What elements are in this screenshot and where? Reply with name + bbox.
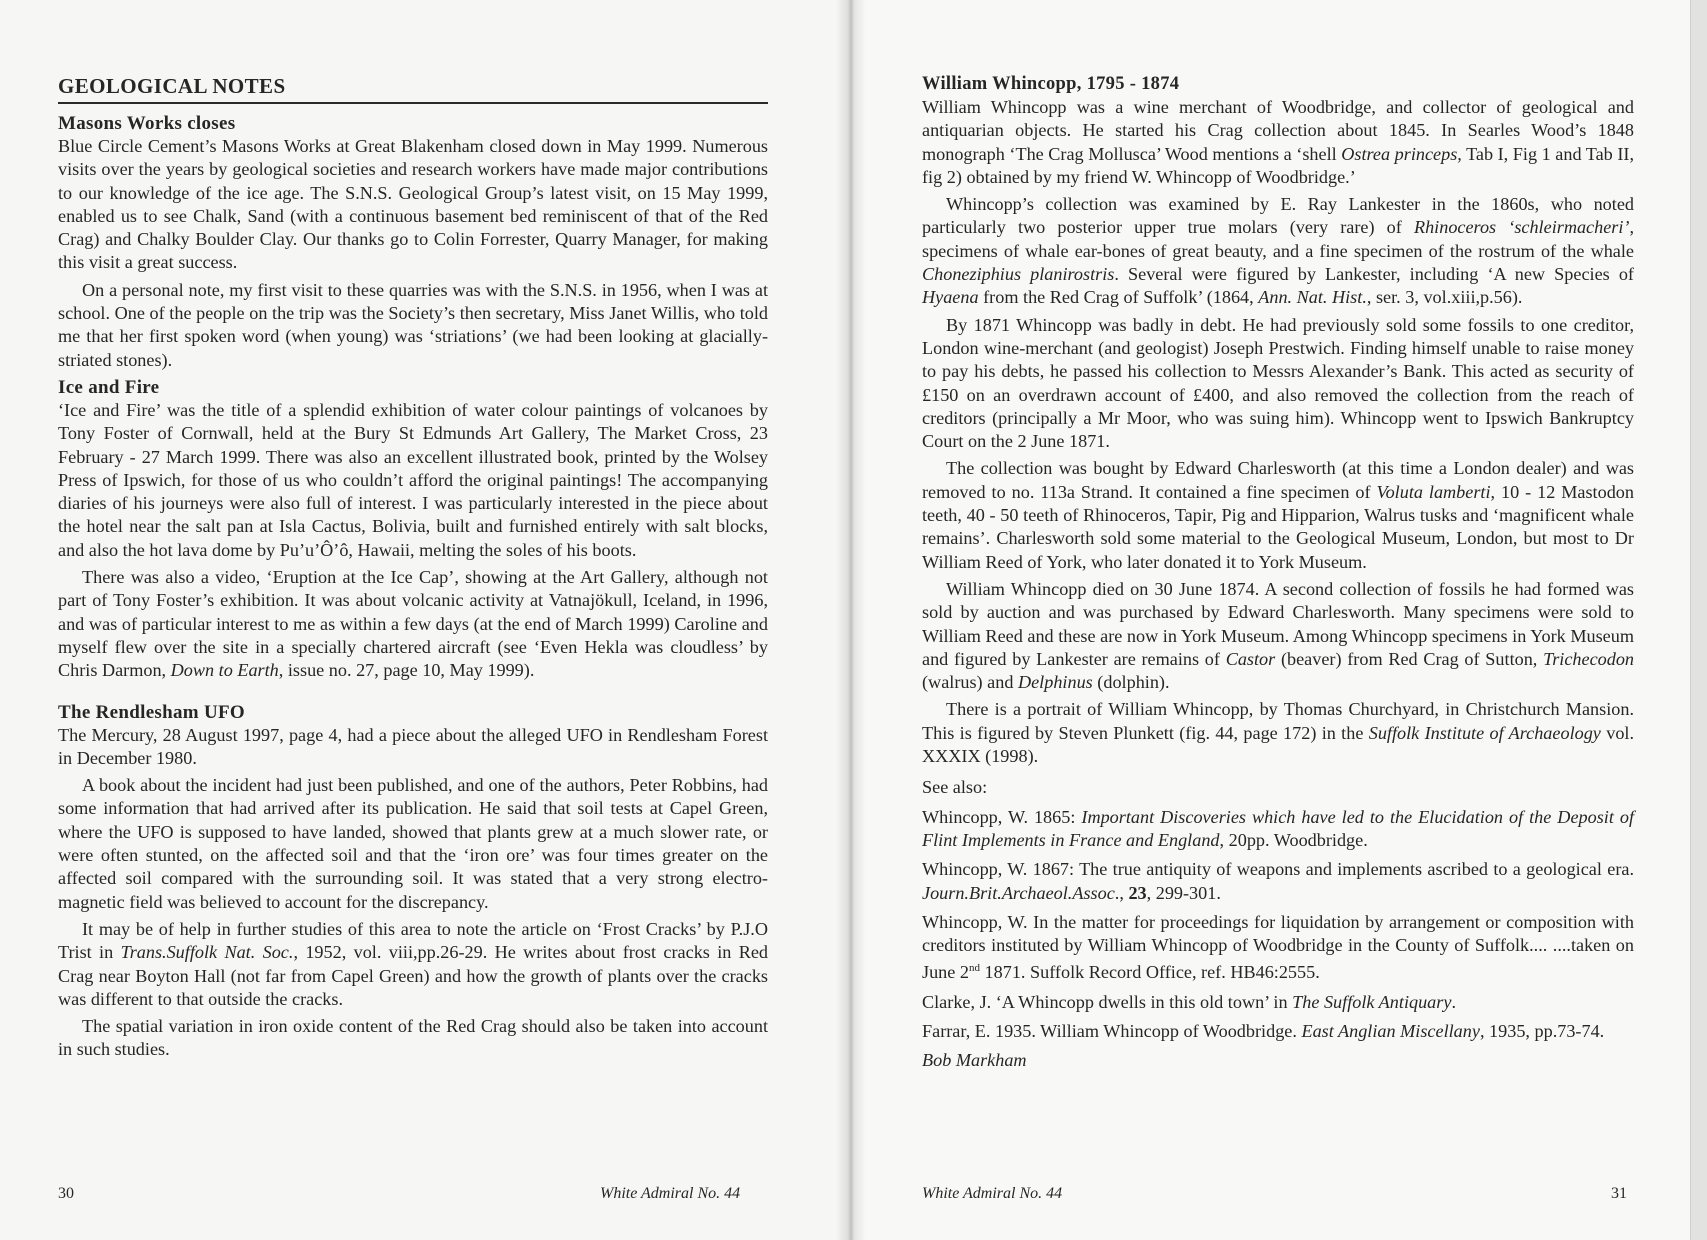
section-title: GEOLOGICAL NOTES [58,74,768,104]
running-footer: White Admiral No. 44 [600,1185,741,1202]
reference: Farrar, E. 1935. William Whincopp of Woodbridge. East Anglian Miscellany, 1935, pp.73-74. [922,1021,1605,1042]
running-footer: White Admiral No. 44 [922,1185,1063,1202]
paragraph: The collection was bought by Edward Charlesworth (at this time a London dealer) and was removed to no. 113a Strand. It contained a fine specimen of Voluta lamberti, 10 - 12 Mastodon teeth, 40 - 50 teeth of Rhinoceros, Tapir, Pig and Hipparion, Walrus tusks and ‘magnificent whale remains’. Charlesworth sold some material to the Geological Museum, London, but most to Dr William Reed of York, who later donated it to York Museum. [922,458,1634,572]
book-gutter [836,0,866,1240]
paragraph: There is a portrait of William Whincopp, by Thomas Churchyard, in Christchurch Mansion. This is figured by Steven Plunkett (fig. 44, page 172) in the Suffolk Institute of Archaeology vol. XXXIX (1998). [922,699,1635,767]
heading-rendlesham-ufo: The Rendlesham UFO [58,701,245,723]
paragraph: The spatial variation in iron oxide content of the Red Crag should also be taken into account in such studies. [58,1016,768,1060]
paragraph: William Whincopp was a wine merchant of Woodbridge, and collector of geological and antiquarian objects. He started his Crag collection about 1845. In Searles Wood’s 1848 monograph ‘The Crag Mollusca’ Wood mentions a ‘shell Ostrea princeps, Tab I, Fig 1 and Tab II, fig 2) obtained by my friend W. Whincopp of Woodbridge.’ [922,97,1634,187]
paragraph: Whincopp’s collection was examined by E. Ray Lankester in the 1860s, who noted particularly two posterior upper true molars (very rare) of Rhinoceros ‘schleirmacheri’, specimens of whale ear-bones of great beauty, and a fine specimen of the rostrum of the whale Choneziphius planirostris. Several were figured by Lankester, including ‘A new Species of Hyaena from the Red Crag of Suffolk’ (1864, Ann. Nat. Hist., ser. 3, vol.xiii,p.56). [922,194,1635,308]
page-number: 30 [58,1185,74,1202]
heading-william-whincopp: William Whincopp, 1795 - 1874 [922,74,1180,94]
page-edge [1690,0,1707,1240]
paragraph: On a personal note, my first visit to these quarries was with the S.N.S. in 1956, when I was at school. One of the people on the trip was the Society’s then secretary, Miss Janet Willis, who told me that her first spoken word (when young) was ‘striations’ (we had been looking at glacially-striated stones). [58,279,768,370]
see-also-label: See also: [922,777,988,798]
paragraph: Blue Circle Cement’s Masons Works at Great Blakenham closed down in May 1999. Numerous visits over the years by geological societies and research workers have made major contributions to our knowledge of the ice age. The S.N.S. Geological Group’s latest visit, on 15 May 1999, enabled us to see Chalk, Sand (with a continuous basement bed reminiscent of that of the Red Crag) and Chalky Boulder Clay. Our thanks go to Colin Forrester, Quarry Manager, for making this visit a great success. [58,136,768,273]
reference: Whincopp, W. 1867: The true antiquity of weapons and implements ascribed to a geological era. Journ.Brit.Archaeol.Assoc., 23, 299-301. [922,859,1634,903]
paragraph: ‘Ice and Fire’ was the title of a splendid exhibition of water colour paintings of volcanoes by Tony Foster of Cornwall, held at the Bury St Edmunds Art Gallery, The Market Cross, 23 February - 27 March 1999. There was also an excellent illustrated book, printed by the Wolsey Press of Ipswich, for those of us who couldn’t afford the original paintings! The accompanying diaries of his journeys were also full of interest. I was particularly interested in the piece about the hotel near the salt pan at Isla Cactus, Bolivia, built and furnished entirely with salt blocks, and also the hot lava dome by Pu’u’Ô’ô, Hawaii, melting the soles of his boots. [58,399,768,560]
reference: Whincopp, W. In the matter for proceedings for liquidation by arrangement or composition with creditors instituted by William Whincopp of Woodbridge in the County of Suffolk.... ....taken on June 2nd 1871. Suffolk Record Office, ref. HB46:2555. [922,911,1634,983]
left-page [0,0,850,1240]
reference: Whincopp, W. 1865: Important Discoveries which have led to the Elucidation of the Deposit of Flint Implements in France and England, 20pp. Woodbridge. [922,806,1635,850]
paragraph: A book about the incident had just been published, and one of the authors, Peter Robbins, had some information that had arrived after its publication. He said that soil tests at Capel Green, where the UFO is supposed to have landed, showed that plants grew at a much slower rate, or were often stunted, on the affected soil and that the ‘iron ore’ was four times greater on the affected soil compared with the surrounding soil. It was stated that a very strong electro-magnetic field was believed to account for the discrepancy. [58,775,768,912]
heading-ice-and-fire: Ice and Fire [58,376,160,398]
paragraph: By 1871 Whincopp was badly in debt. He had previously sold some fossils to one creditor, London wine-merchant (and geologist) Joseph Prestwich. Finding himself unable to raise money to pay his debts, he passed his collection to Messrs Alexander’s Bank. This acted as security of £150 on an overdrawn account of £400, and also removed the collection from the reach of creditors (principally a Mr Moor, who was suing him). Whincopp went to Ipswich Bankruptcy Court on the 2 June 1871. [922,314,1634,452]
author-signature: Bob Markham [922,1050,1027,1071]
paragraph: There was also a video, ‘Eruption at the Ice Cap’, showing at the Art Gallery, although not part of Tony Foster’s exhibition. It was about volcanic activity at Vatnajökull, Iceland, in 1996, and was of particular interest to me as within a few days (at the end of March 1999) Caroline and myself flew over the site in a specially chartered aircraft (see ‘Even Hekla was cloudless’ by Chris Darmon, Down to Earth, issue no. 27, page 10, May 1999). [58,567,768,681]
heading-masons-works: Masons Works closes [58,113,236,134]
page-number: 31 [1611,1185,1627,1202]
reference: Clarke, J. ‘A Whincopp dwells in this old town’ in The Suffolk Antiquary. [922,991,1456,1012]
right-column [922,73,1634,1073]
right-page [850,0,1707,1240]
paragraph: William Whincopp died on 30 June 1874. A second collection of fossils he had formed was sold by auction and was purchased by Edward Charlesworth. Many specimens were sold to William Reed and these are now in York Museum. Among Whincopp specimens in York Museum and figured by Lankester are remains of Castor (beaver) from Red Crag of Sutton, Trichecodon (walrus) and Delphinus (dolphin). [922,578,1635,693]
left-column [58,74,768,1062]
paragraph: It may be of help in further studies of this area to note the article on ‘Frost Cracks’ by P.J.O Trist in Trans.Suffolk Nat. Soc., 1952, vol. viii,pp.26-29. He writes about frost cracks in Red Crag near Boyton Hall (not far from Capel Green) and how the growth of plants over the cracks was different to that outside the cracks. [58,918,769,1009]
paragraph: The Mercury, 28 August 1997, page 4, had a piece about the alleged UFO in Rendlesham Forest in December 1980. [58,724,768,768]
